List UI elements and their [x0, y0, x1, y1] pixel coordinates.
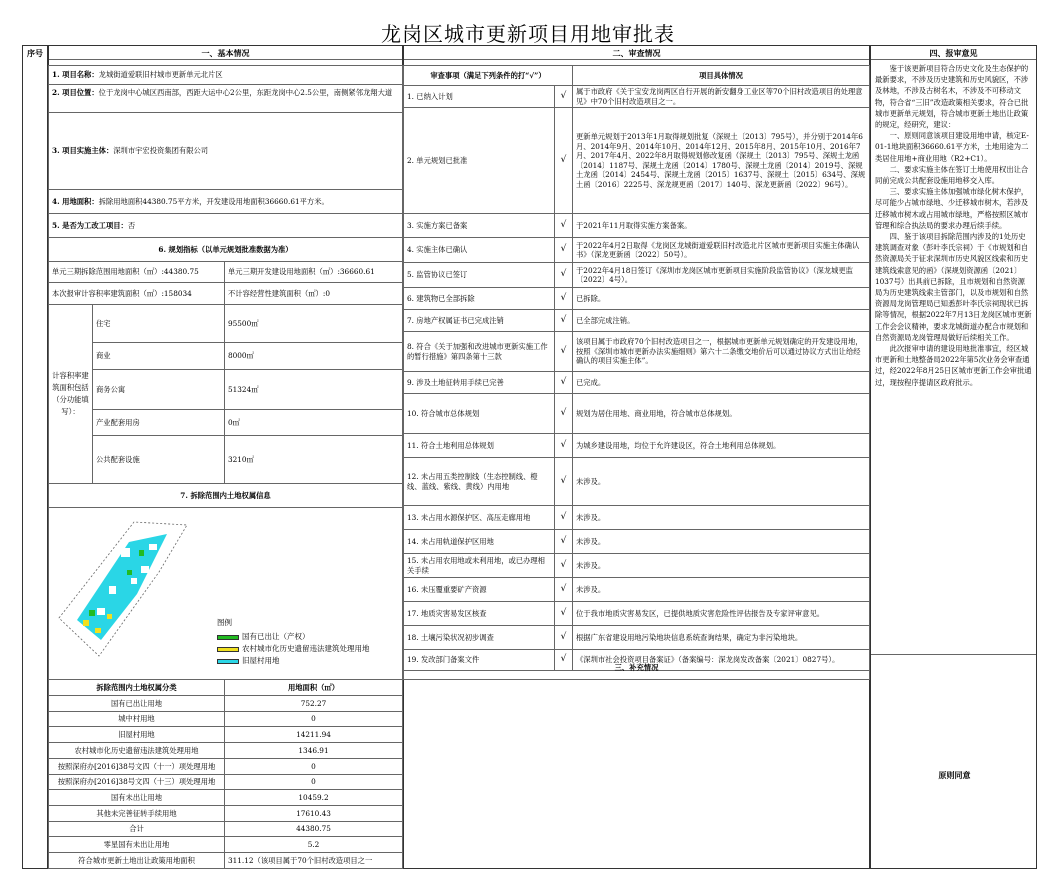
- rights-row-value: 0: [225, 775, 403, 790]
- review-check-mark: √: [555, 626, 573, 650]
- rights-row-value: 311.12（该项目属于70个旧村改造项目之一: [225, 853, 403, 869]
- review-item: 9. 涉及土地征转用手续已完善: [403, 372, 555, 394]
- planning-heading: 6. 规划指标（以单元规划批准数据为准）: [48, 238, 403, 262]
- planning-breakdown-label: 计容积率建筑面积包括（分功能填写）：: [48, 305, 93, 484]
- rights-row-name: 零星国有未出让用地: [48, 837, 225, 853]
- review-col1: 审查事项（满足下列条件的打“√”）: [403, 65, 573, 86]
- review-detail: 于2022年4月2日取得《龙岗区龙城街道爱联旧村改造北片区城市更新项目实施主体确认书》（深龙更新函〔2022〕50号）。: [573, 238, 870, 263]
- review-check-mark: √: [555, 288, 573, 310]
- rights-row-value: 10459.2: [225, 790, 403, 806]
- review-detail: 该项目属于市政府70个旧村改造项目之一，根据城市更新单元规划确定的开发建设用地，按照《深圳市城市更新办法实施细则》第六十二条缴交地价后可以通过协议方式出让给经确认的项目实施主体”。: [573, 332, 870, 372]
- rights-row-name: 其他未完善征转手续用地: [48, 806, 225, 822]
- review-detail: 已拆除。: [573, 288, 870, 310]
- project-location-row: [48, 85, 403, 113]
- review-item: 18. 土壤污染状况初步调查: [403, 626, 555, 650]
- page-title: 龙岗区城市更新项目用地审批表: [381, 22, 675, 46]
- legend-item: 国有已出让（产权）: [217, 632, 310, 642]
- review-detail: 未涉及。: [573, 554, 870, 578]
- planning-r2c1: 本次报审计容积率建筑面积（㎡）:158034: [48, 283, 225, 305]
- project-name-value: 龙城街道爱联旧村城市更新单元北片区: [98, 70, 223, 80]
- project-name-label: 1. 项目名称：: [52, 70, 99, 80]
- review-check-mark: √: [555, 108, 573, 214]
- planning-r1c1: 单元三期拆除范围用地面积（㎡）:44380.75: [48, 262, 225, 283]
- opinion-paragraph: 此次报审申请的建设用地批准事宜，经区城市更新和土地整备局2022年第5次业务会审查通过，经2022年8月25日区城市更新工作会审批通过，现按程序提请区政府批示。: [875, 344, 1032, 387]
- opinion-section: [870, 45, 1037, 869]
- rights-row-name: 国有已出让用地: [48, 696, 225, 712]
- rights-row-value: 752.27: [225, 696, 403, 712]
- rights-row-value: 14211.94: [225, 727, 403, 743]
- review-check-mark: √: [555, 263, 573, 288]
- legend-item: 农村城市化历史遗留违法建筑处理用地: [217, 644, 370, 654]
- review-detail: 属于市政府《关于宝安龙岗两区自行开展的新安翻身工业区等70个旧村改造项目的处理意见》中70个旧村改造项目之一。: [573, 86, 870, 108]
- project-area-label: 4. 用地面积：: [52, 196, 99, 206]
- review-check-mark: √: [555, 238, 573, 263]
- review-check-mark: √: [555, 332, 573, 372]
- opinion-paragraph: 三、要求实施主体加强城市绿化树木保护，尽可能少占城市绿地、少迁移城市树木，若涉及迁移城市树木或占用城市绿地，严格按照区城市管理和综合执法局的要求办理后续手续。: [875, 187, 1029, 230]
- rights-row-value: 0: [225, 759, 403, 775]
- planning-function-value: 95500㎡: [225, 305, 403, 343]
- rights-row-value: 1346.91: [225, 743, 403, 759]
- review-item: 7. 房地产权属证书已完成注销: [403, 310, 555, 332]
- opinion-agreed: 原则同意: [938, 770, 971, 780]
- industrial-row: [48, 214, 403, 238]
- land-rights-map: [49, 508, 403, 680]
- legend-swatch-green: [217, 635, 239, 640]
- review-detail: 未涉及。: [573, 458, 870, 506]
- seq-header: 序号: [27, 48, 43, 58]
- review-item: 13. 未占用水源保护区、高压走廊用地: [403, 506, 555, 530]
- legend-swatch-cyan: [217, 659, 239, 664]
- rights-row-name: 符合城市更新土地出让政策用地面积: [48, 853, 225, 869]
- review-detail: 根据广东省建设用地污染地块信息系统查询结果，确定为非污染地块。: [573, 626, 870, 650]
- review-check-mark: √: [555, 458, 573, 506]
- review-check-mark: √: [555, 214, 573, 238]
- rights-row-name: 合计: [48, 822, 225, 837]
- planning-r1c2: 单元三期开发建设用地面积（㎡）:36660.61: [225, 262, 403, 283]
- review-detail: 未涉及。: [573, 530, 870, 554]
- review-item: 3. 实施方案已备案: [403, 214, 555, 238]
- review-check-mark: √: [555, 86, 573, 108]
- review-item: 2. 单元规划已批准: [403, 108, 555, 214]
- rights-row-value: 0: [225, 712, 403, 727]
- opinion-paragraph: 二、要求实施主体在签订土地使用权出让合同前完成公共配套设施用地移交入库。: [875, 164, 1029, 186]
- legend-swatch-yellow: [217, 647, 239, 652]
- review-detail: 于2022年4月18日签订《深圳市龙岗区城市更新项目实施阶段监管协议》（深龙城更监〔2022〕4号）。: [573, 263, 870, 288]
- project-entity-value: 深圳市宇宏投资集团有限公司: [113, 146, 209, 156]
- project-name-row: [48, 65, 403, 85]
- project-entity-row: [48, 113, 403, 190]
- review-item: 10. 符合城市总体规划: [403, 394, 555, 434]
- planning-function-value: 51324㎡: [225, 370, 403, 410]
- seq-column: [22, 45, 48, 869]
- rights-row-name: 按照深府办[2016]38号文四（十三）项处理用地: [48, 775, 225, 790]
- review-check-mark: √: [555, 394, 573, 434]
- rights-row-name: 旧屋村用地: [48, 727, 225, 743]
- planning-function-name: 产业配套用房: [93, 410, 225, 436]
- planning-function-name: 商业: [93, 343, 225, 370]
- rights-row-value: 5.2: [225, 837, 403, 853]
- review-item: 16. 未压覆重要矿产资源: [403, 578, 555, 602]
- rights-row-name: 国有未出让用地: [48, 790, 225, 806]
- review-check-mark: √: [555, 372, 573, 394]
- project-area-row: [48, 190, 403, 214]
- review-detail: 未涉及。: [573, 578, 870, 602]
- review-detail: 《深圳市社会投资项目备案证》（备案编号：深龙岗发改备案〔2021〕0827号）。: [573, 650, 870, 671]
- review-check-mark: √: [555, 602, 573, 626]
- industrial-label: 5. 是否为工改工项目：: [52, 220, 128, 230]
- review-item: 17. 地质灾害易发区核查: [403, 602, 555, 626]
- project-entity-label: 3. 项目实施主体：: [52, 146, 114, 156]
- legend-item: 旧屋村用地: [217, 656, 280, 666]
- rights-map-panel: [48, 508, 403, 680]
- opinion-divider: [871, 654, 1037, 655]
- industrial-value: 否: [127, 220, 136, 230]
- rights-row-value: 17610.43: [225, 806, 403, 822]
- planning-function-name: 公共配套设施: [93, 436, 225, 484]
- planning-function-value: 0㎡: [225, 410, 403, 436]
- rights-col2: 用地面积（㎡）: [225, 680, 403, 696]
- project-location-value: 位于龙岗中心城区西南部，西距大运中心2公里，东距龙岗中心2.5公里，南侧紧邻龙翔大道: [98, 88, 393, 97]
- review-col2: 项目具体情况: [573, 65, 870, 86]
- planning-function-value: 3210㎡: [225, 436, 403, 484]
- review-check-mark: √: [555, 578, 573, 602]
- review-item: 19. 发改部门备案文件: [403, 650, 555, 671]
- opinion-paragraph: 鉴于该更新项目符合历史文化及生态保护的最新要求，不涉及历史建筑和历史风貌区，不涉及林地，不涉及古树名木，不涉及不可移动文物，符合省“三旧”改造政策相关要求，符合已批城市更新单元规划，符合城市更新土地出让政策的规定，经研究，建议：: [875, 64, 1029, 130]
- planning-function-name: 住宅: [93, 305, 225, 343]
- planning-function-name: 商务公寓: [93, 370, 225, 410]
- review-detail: 已完成。: [573, 372, 870, 394]
- review-item: 1. 已纳入计划: [403, 86, 555, 108]
- opinion-paragraph: 一、原则同意该项目建设用地申请，核定E-01-1地块面积36660.61平方米，土地用途为二类居住用地+商业用地（R2+C1）。: [875, 131, 1029, 163]
- review-detail: 规划为居住用地、商业用地，符合城市总体规划。: [573, 394, 870, 434]
- basic-header: 一、基本情况: [49, 46, 402, 60]
- project-area-value: 拆除用地面积44380.75平方米，开发建设用地面积36660.61平方米。: [98, 196, 329, 206]
- review-item: 11. 符合土地利用总体规划: [403, 434, 555, 458]
- review-detail: 位于我市地质灾害易发区，已提供地质灾害危险性评估报告及专家评审意见。: [573, 602, 870, 626]
- review-check-mark: √: [555, 530, 573, 554]
- legend-title: 图例: [217, 618, 232, 627]
- planning-r2c2: 不计容经营性建筑面积（㎡）:0: [225, 283, 403, 305]
- rights-heading: 7. 拆除范围内土地权属信息: [48, 484, 403, 508]
- review-item: 12. 未占用五类控制线（生态控制线、橙线、蓝线、紫线、黄线）内用地: [403, 458, 555, 506]
- review-item: 6. 建筑物已全部拆除: [403, 288, 555, 310]
- opinion-header: 四、报审意见: [871, 46, 1036, 60]
- rights-col1: 拆除范围内土地权属分类: [48, 680, 225, 696]
- review-detail: 更新单元规划于2013年1月取得规划批复（深规土〔2013〕795号），并分别于2014年6月、2014年9月、2014年10月、2014年12月、2015年8月、2015年10月、2016年7月、2017年4月、2022年8月取得规划修改复函（深规土〔2013〕795号、深规土龙函〔2014〕1187号、深规土龙函〔2014〕1780号、深规土龙函〔2014〕2019号、深规土龙函〔2014〕2454号、深规土龙函〔2015〕1637号、深规土〔2015〕634号、深规土函〔2016〕2225号、深龙规更函〔2017〕140号、深龙更新函〔2022〕96号）。: [573, 108, 870, 214]
- review-check-mark: √: [555, 650, 573, 671]
- review-item: 8. 符合《关于加强和改进城市更新实施工作的暂行措施》第四条第十三款: [403, 332, 555, 372]
- review-detail: 于2021年11月取得实施方案备案。: [573, 214, 870, 238]
- review-item: 14. 未占用轨道保护区用地: [403, 530, 555, 554]
- supplement-header: 三、补充情况: [403, 656, 870, 680]
- review-check-mark: √: [555, 506, 573, 530]
- review-item: 5. 监管协议已签订: [403, 263, 555, 288]
- review-detail: 已全部完成注销。: [573, 310, 870, 332]
- opinion-text: [875, 63, 1032, 388]
- review-check-mark: √: [555, 434, 573, 458]
- rights-row-name: 农村城市化历史遗留违法建筑处理用地: [48, 743, 225, 759]
- rights-row-value: 44380.75: [225, 822, 403, 837]
- review-check-mark: √: [555, 554, 573, 578]
- review-detail: 为城乡建设用地，均位于允许建设区，符合土地利用总体规划。: [573, 434, 870, 458]
- rights-row-name: 按照深府办[2016]38号文四（十一）项处理用地: [48, 759, 225, 775]
- rights-row-name: 城中村用地: [48, 712, 225, 727]
- project-location-label: 2. 项目位置：: [52, 88, 99, 97]
- review-detail: 未涉及。: [573, 506, 870, 530]
- opinion-paragraph: 四、鉴于该项目拆除范围内涉及的1处历史建筑调查对象（彭叶李氏宗祠）于《市规划和自然资源局关于征求深圳市历史风貌区线索和历史建筑线索意见的函》（深规划资源函〔2021〕1037号）出具前已拆除，且市规划和自然资源局为历史建筑线索主管部门，以及市规划和自然资源局龙岗管理局已知悉彭叶李氏宗祠现状已拆除等情况，根据2022年7月13日龙岗区城市更新工作会会议精神，要求龙城街道办配合市规划和自然资源局龙岗管理局做好后续相关工作。: [875, 232, 1032, 342]
- review-item: 4. 实施主体已确认: [403, 238, 555, 263]
- review-check-mark: √: [555, 310, 573, 332]
- review-item: 15. 未占用农用地或未利用地，或已办理相关手续: [403, 554, 555, 578]
- review-header: 二、审查情况: [404, 46, 869, 60]
- planning-function-value: 8000㎡: [225, 343, 403, 370]
